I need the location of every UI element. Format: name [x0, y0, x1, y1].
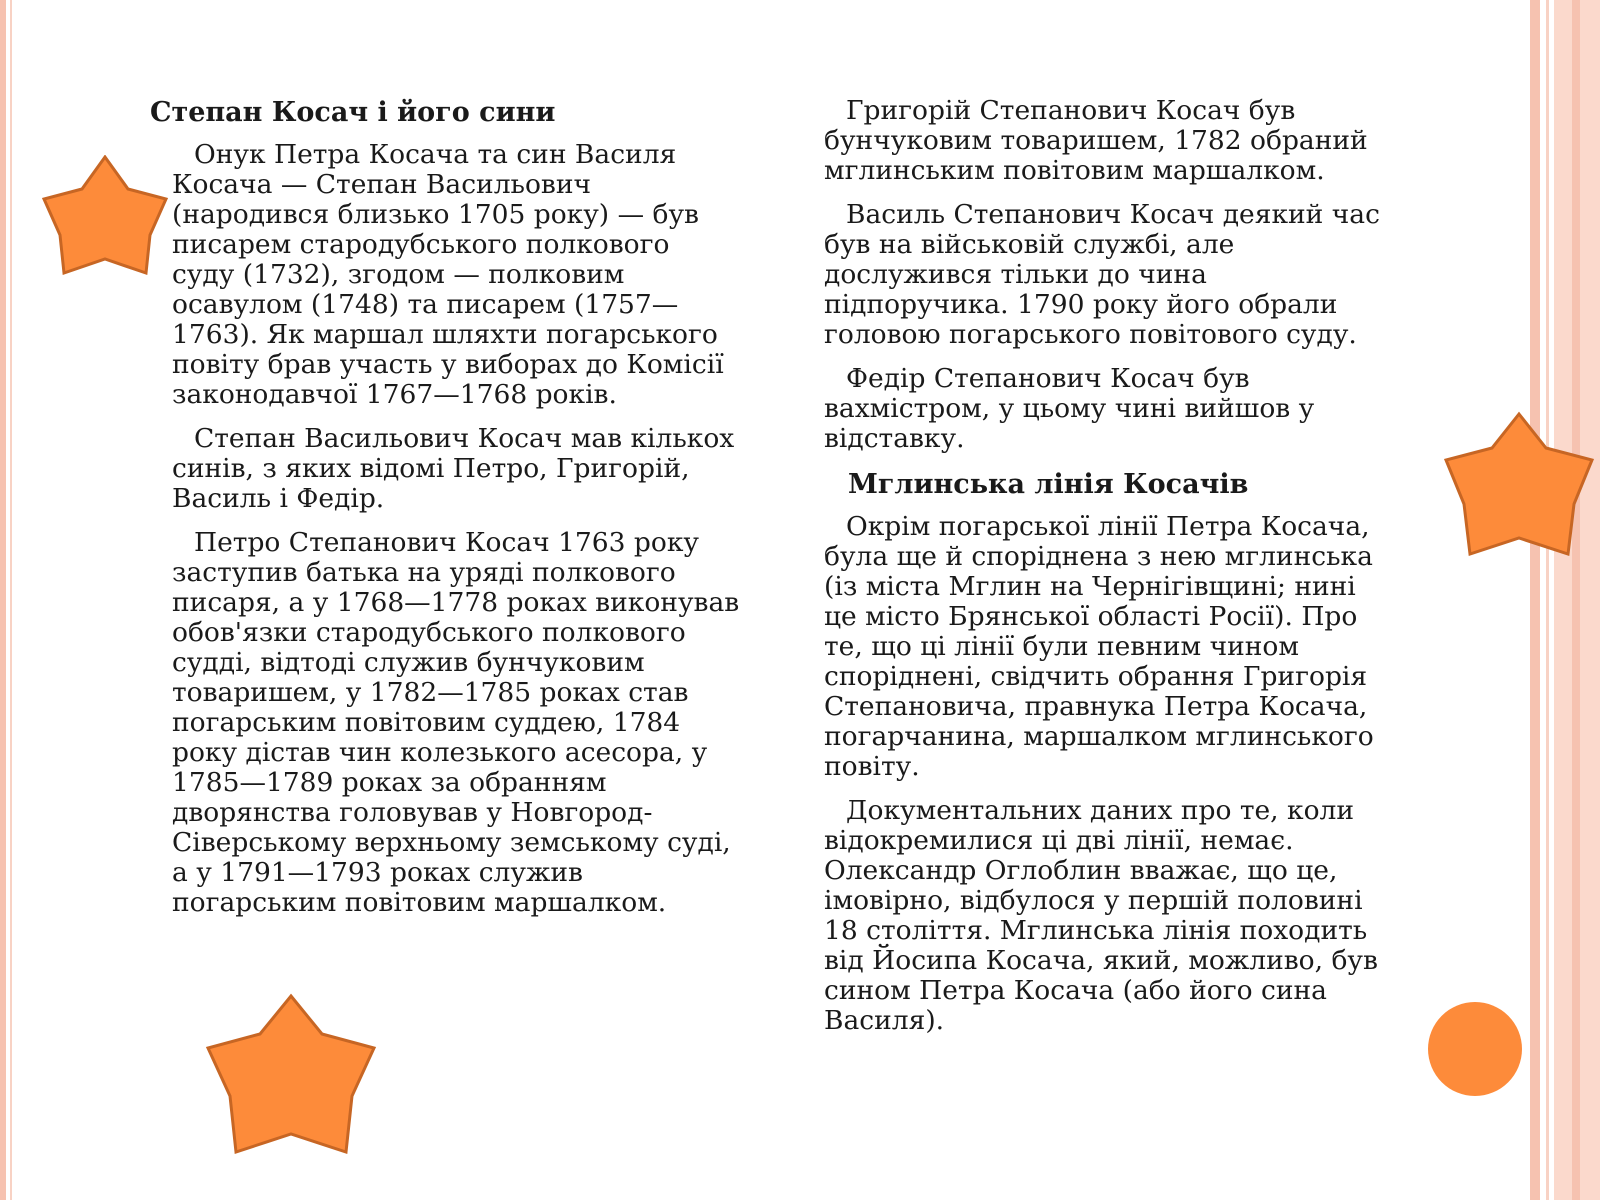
right-border-line: [1546, 0, 1549, 1200]
paragraph-hryhoriy: Григорій Степанович Косач був бунчуковим товаришем, 1782 обраний мглинським повітовим маршалком.: [824, 95, 1368, 186]
left-border-stripe: [0, 0, 6, 1200]
paragraph-sons: Степан Васильович Косач мав кількох синів, з яких відомі Петро, Григорій, Василь і Федір.: [172, 423, 735, 514]
paragraph-vasyl: Василь Степанович Косач деякий час був на військовій службі, але дослужився тільки до чина підпоручика. 1790 року його обрали головою погарського повітового суду.: [824, 199, 1380, 350]
paragraph-mhlyn-line: Окрім погарської лінії Петра Косача, була ще й споріднена з нею мглинська (із міста Мглин на Чернігівщині; нині це місто Брянської області Росії). Про те, що ці лінії були певним чином споріднені, свідчить обрання Григорія Степановича, правнука Петра Косача, погарчанина, маршалком мглинського повіту.: [824, 511, 1374, 782]
right-border-band-stripe: [1572, 0, 1580, 1200]
paragraph-fedir: Федір Степанович Косач був вахмістром, у цьому чині вийшов у відставку.: [824, 363, 1315, 454]
star-icon-right: [1438, 410, 1600, 560]
right-column: [824, 96, 1384, 1050]
paragraph-petro: Петро Степанович Косач 1763 року заступив батька на уряді полкового писаря, а у 1768—1778 роках виконував обов'язки стародубського полкового судді, відтоді служив бунчуковим товаришем, у 1782—1785 роках став погарським повітовим суддею, 1784 року дістав чин колезького асесора, у 1785—1789 роках за обранням дворянства головував у Новгород-Сіверському верхньому земському суді, а у 1791—1793 роках служив погарським повітовим маршалком.: [172, 527, 740, 918]
paragraph-documents: Документальних даних про те, коли відокремилися ці дві лінії, немає. Олександр Оглоблин вважає, що це, імовірно, відбулося у першій половині 18 століття. Мглинська лінія походить від Йосипа Косача, який, можливо, був сином Петра Косача (або його сина Василя).: [824, 795, 1378, 1036]
section-heading-mhlyn: Мглинська лінія Косачів: [848, 469, 1249, 500]
right-border-stripe: [1530, 0, 1540, 1200]
star-icon-bottom-left: [196, 992, 386, 1162]
circle-icon-right: [1426, 1000, 1524, 1098]
section-heading-sons: Степан Косач і його сини: [150, 97, 556, 128]
left-column: [150, 96, 740, 932]
left-border-line: [10, 0, 12, 1200]
paragraph-stepan: Онук Петра Косача та син Василя Косача — Степан Васильович (народився близько 1705 року) — був писарем стародубського полкового суду (1732), згодом — полковим осавулом (1748) та писарем (1757—1763). Як маршал шляхти погарського повіту брав участь у виборах до Комісії законодавчої 1767—1768 років.: [172, 139, 724, 410]
